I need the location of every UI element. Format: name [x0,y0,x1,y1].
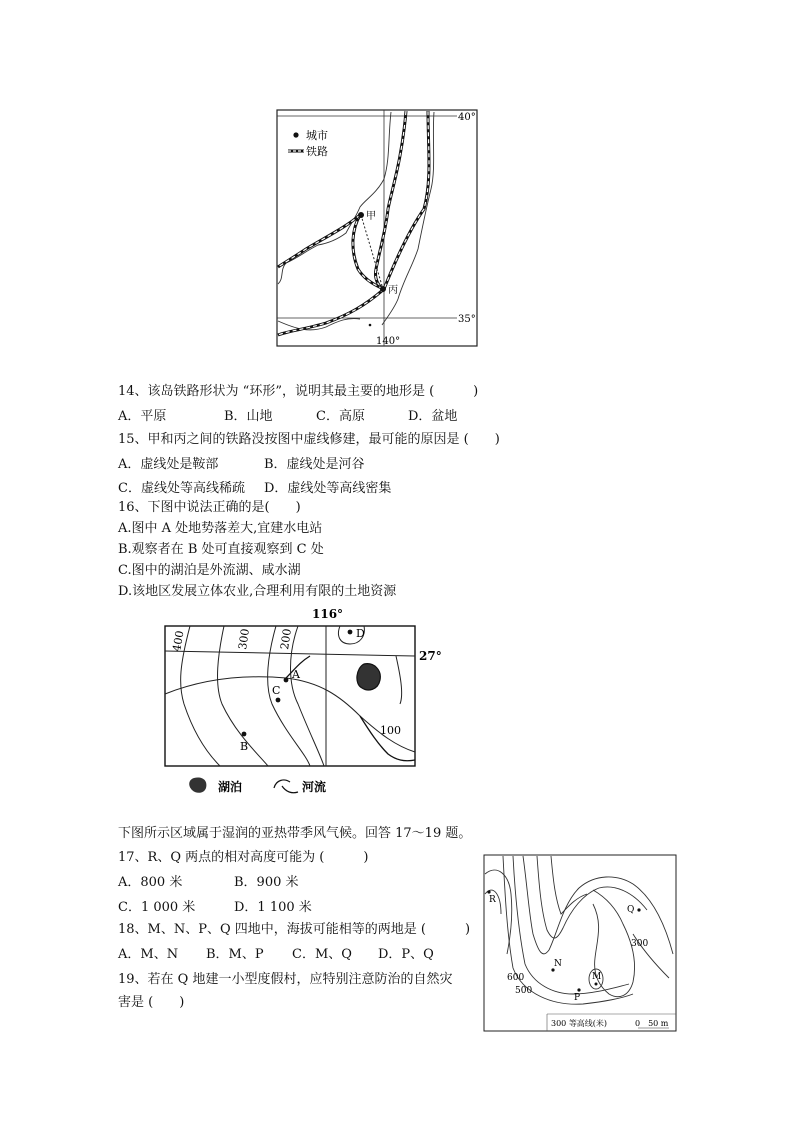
legend-river: 河流 [302,780,327,794]
contour-600-label: 600 [507,973,525,983]
q14-option-c: C．高原 [316,409,365,424]
lake-shape [357,664,380,690]
q18-text: 18、M、N、P、Q 四地中，海拔可能相等的两地是 ( ) [118,922,471,937]
q15-option-c: C．虚线处等高线稀疏 [118,481,245,496]
q18-option-d: D．P、Q [378,947,434,962]
river-legend-icon [274,780,298,793]
q17-option-d: D．1 100 米 [234,900,312,915]
point-p-label: P [574,993,581,1003]
q15-option-b: B．虚线处是河谷 [264,457,365,472]
point-r-label: R [489,895,496,905]
point-b-label: B [240,740,249,753]
legend-railway: 铁路 [306,145,328,158]
q18-option-b: B．M、P [206,947,264,962]
contour-100-label: 100 [380,724,401,737]
q16-text: 16、下图中说法正确的是( ) [118,500,301,515]
q16-option-a: A.图中 A 处地势落差大,宜建水电站 [118,521,323,536]
q15-text: 15、甲和丙之间的铁路没按图中虚线修建，最可能的原因是 ( ) [118,432,500,447]
point-c-label: C [272,684,281,697]
lat-40-label: 40° [458,112,476,123]
q14-option-b: B．山地 [224,409,273,424]
city-bing-dot [380,286,386,292]
q19-line2: 害是 ( ) [118,995,185,1010]
q15-option-d: D．虚线处等高线密集 [264,481,392,496]
q14-options [118,408,457,426]
lat-35-label: 35° [458,314,476,325]
legend-city: 城市 [306,129,328,142]
contour-lake-map [160,604,450,800]
contour-400-label: 400 [170,629,187,653]
legend-lake: 湖泊 [218,780,243,794]
island-railway-map [276,109,484,349]
point-q-label: Q [627,905,635,915]
lake-legend-icon [189,777,206,792]
q15-option-a: A．虚线处是鞍部 [118,457,219,472]
point-d-label: D [356,627,365,640]
lon-140-label: 140° [376,336,401,347]
q18-options [118,946,434,964]
q14-option-d: D．盆地 [408,409,458,424]
contour-500-label: 500 [515,986,533,996]
q17-options-row1 [118,874,299,892]
q15-options-row1 [118,456,365,474]
lat-27-label: 27° [419,649,442,663]
q15-options-row2 [118,480,391,498]
city-jia-dot [358,212,364,218]
q17-option-b: B．900 米 [234,875,299,890]
q17-option-c: C．1 000 米 [118,900,196,915]
contour-200-label: 200 [278,627,294,651]
q19-line1: 19、若在 Q 地建一小型度假村，应特别注意防治的自然灾 [118,972,453,987]
contour-rqnmp-map [483,854,679,1034]
q17-option-a: A．800 米 [118,875,183,890]
q16-option-d: D.该地区发展立体农业,合理利用有限的土地资源 [118,584,397,599]
contour-300-label: 300 [236,627,252,651]
map3-legend: 300 等高线(米) [551,1019,608,1028]
q16-option-b: B.观察者在 B 处可直接观察到 C 处 [118,542,324,557]
point-n-label: N [554,959,562,969]
q17-text: 17、R、Q 两点的相对高度可能为 ( ) [118,850,369,865]
q18-option-a: A．M、N [118,947,179,962]
q16-option-c: C.图中的湖泊是外流湖、咸水湖 [118,563,301,578]
contour-300-label: 300 [631,939,649,949]
point-a-label: A [292,668,300,681]
q14-option-a: A．平原 [118,409,167,424]
point-m-label: M [592,972,602,982]
q17-options-row2 [118,899,312,917]
intro-text: 下图所示区域属于湿润的亚热带季风气候。回答 17～19 题。 [118,826,472,841]
q18-option-c: C．M、Q [292,947,352,962]
q14-text: 14、该岛铁路形状为 “环形”，说明其最主要的地形是 ( ) [118,384,479,399]
city-bing-label: 丙 [388,285,398,296]
lon-116-label: 116° [312,607,344,621]
map3-scale: 0 50 m [635,1019,669,1028]
city-jia-label: 甲 [366,211,376,222]
